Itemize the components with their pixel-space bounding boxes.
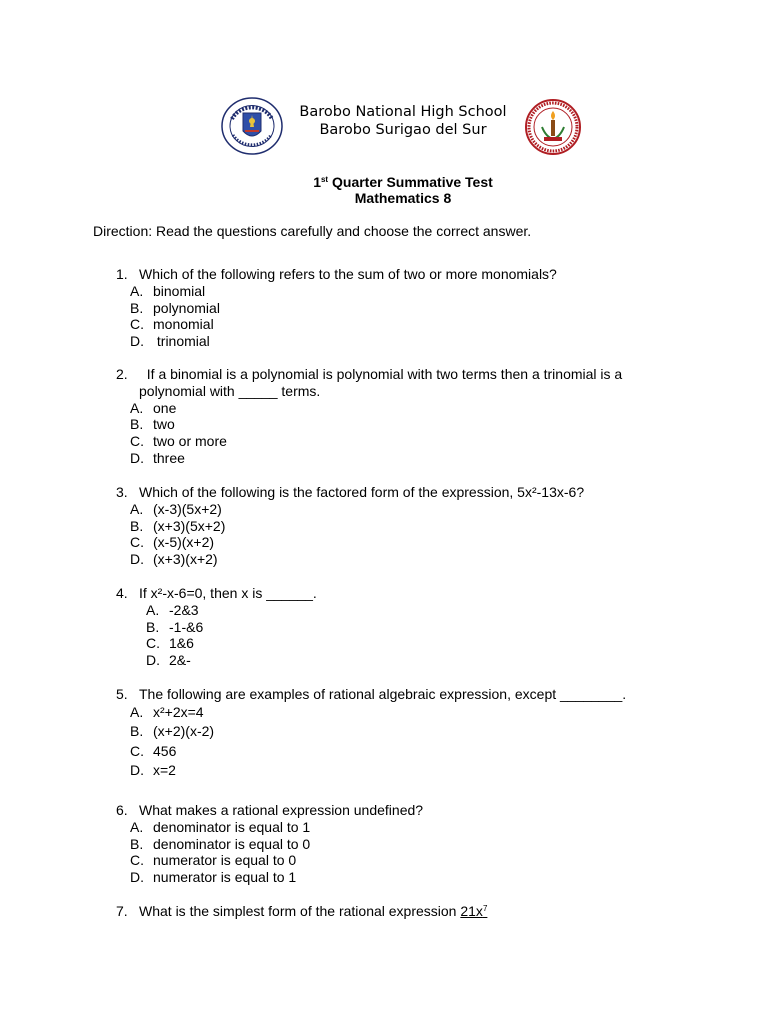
option-text: three [153, 449, 185, 466]
option-b: B. (x+3)(5x+2) [130, 517, 226, 534]
school-address: Barobo Surigao del Sur [319, 122, 487, 138]
option-b: B. two [130, 416, 175, 433]
option-text: (x-5)(x+2) [153, 534, 215, 551]
school-info [290, 103, 516, 139]
question-number: 5. [116, 686, 128, 702]
question-number: 4. [116, 585, 128, 601]
question-7 [116, 903, 684, 920]
option-text: polynomial [153, 299, 220, 316]
school-logo-icon [524, 99, 582, 155]
question-text: Which of the following is the factored form of the expression, 5x²-13x-6? [139, 484, 585, 500]
option-a: A. binomial [130, 282, 206, 299]
option-text: numerator is equal to 1 [153, 869, 297, 886]
option-text: monomial [153, 316, 214, 333]
option-c: C. monomial [130, 316, 214, 333]
title-ordinal: 1 [313, 174, 321, 190]
option-text: denominator is equal to 0 [153, 835, 311, 852]
option-c: C. 456 [130, 742, 684, 762]
option-text: two [153, 416, 175, 433]
question-number: 6. [116, 802, 128, 818]
question-number: 3. [116, 484, 128, 500]
expression-numerator: 21x [460, 903, 483, 919]
title-quarter-text: Quarter Summative Test [328, 174, 493, 190]
title-line-1 [250, 174, 556, 190]
option-text: 1&6 [169, 635, 194, 652]
option-d: D. (x+3)(x+2) [130, 551, 218, 568]
question-3 [116, 484, 684, 568]
document-header [0, 96, 768, 158]
title-ordinal-suffix: st [320, 175, 329, 184]
question-text: The following are examples of rational algebraic expression, except ________. [139, 686, 627, 702]
question-text-wrap [139, 903, 684, 920]
expression-exponent: 7 [482, 904, 488, 913]
option-text: binomial [153, 282, 206, 299]
question-1 [116, 266, 684, 350]
question-number: 2. [116, 366, 128, 382]
option-text: (x-3)(5x+2) [153, 500, 222, 517]
option-text: x²+2x=4 [153, 703, 204, 720]
option-a: A. (x-3)(5x+2) [130, 500, 222, 517]
option-text: -2&3 [169, 601, 199, 618]
option-text: (x+3)(x+2) [153, 551, 218, 568]
option-text: denominator is equal to 1 [153, 818, 311, 835]
option-text: 2&- [169, 652, 191, 669]
option-d: D. three [130, 449, 185, 466]
question-text: If x²-x-6=0, then x is ______. [139, 585, 317, 601]
option-text: one [153, 399, 177, 416]
option-text: -1-&6 [169, 618, 204, 635]
option-c: C. 1&6 [146, 635, 194, 652]
option-a: A. denominator is equal to 1 [130, 818, 311, 835]
question-text: If a binomial is a polynomial is polynomial with two terms then a trinomial is a polynomial with _____ terms. [139, 366, 627, 399]
deped-seal-icon [221, 97, 283, 155]
question-number: 1. [116, 266, 128, 282]
test-title [250, 174, 556, 206]
option-b: B. (x+2)(x-2) [130, 722, 684, 742]
option-d: D. x=2 [130, 761, 684, 781]
question-text: What is the simplest form of the rational expression [139, 903, 461, 919]
option-b: B. denominator is equal to 0 [130, 835, 311, 852]
option-text: x=2 [153, 762, 176, 779]
question-4 [116, 585, 684, 669]
option-b: B. polynomial [130, 299, 220, 316]
option-c: C. numerator is equal to 0 [130, 852, 297, 869]
option-text: numerator is equal to 0 [153, 852, 297, 869]
title-line-2: Mathematics 8 [354, 190, 452, 206]
option-text: trinomial [153, 333, 210, 350]
option-a: A. -2&3 [146, 601, 199, 618]
option-text: 456 [153, 742, 177, 759]
option-text: two or more [153, 433, 227, 450]
question-2 [116, 366, 684, 467]
option-c: C. two or more [130, 433, 227, 450]
option-d: D. trinomial [130, 333, 210, 350]
question-number: 7. [116, 903, 128, 919]
school-name: Barobo National High School [299, 104, 507, 120]
option-c: C. (x-5)(x+2) [130, 534, 215, 551]
question-text: What makes a rational expression undefined? [139, 802, 424, 818]
option-a: A. one [130, 399, 177, 416]
question-6 [116, 802, 684, 886]
option-text: (x+2)(x-2) [153, 723, 215, 740]
option-b: B. -1-&6 [146, 618, 204, 635]
option-a: A. x²+2x=4 [130, 703, 684, 723]
question-text: Which of the following refers to the sum of two or more monomials? [139, 266, 557, 282]
option-d: D. 2&- [146, 652, 191, 669]
option-d: D. numerator is equal to 1 [130, 869, 297, 886]
direction-text: Direction: Read the questions carefully and choose the correct answer. [93, 223, 532, 239]
option-text: (x+3)(5x+2) [153, 517, 226, 534]
question-5 [116, 686, 684, 781]
rational-expression [460, 903, 487, 919]
